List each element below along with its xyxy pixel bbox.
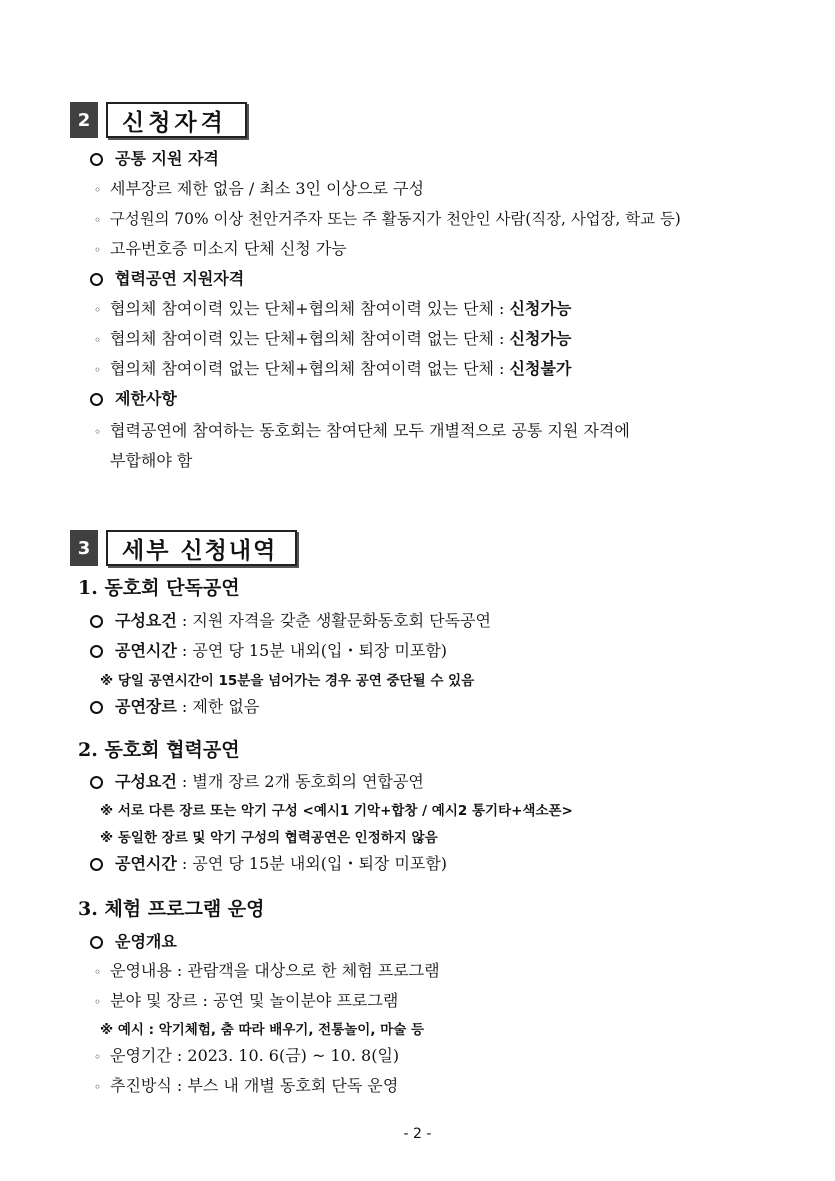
small-circle-bullet-icon: ◦	[94, 363, 102, 377]
section-number: 3	[70, 530, 98, 566]
circle-bullet-icon	[90, 858, 103, 871]
note: ※ 서로 다른 장르 또는 악기 구성 <예시1 기악+합창 / 예시2 통기타+색소폰>	[100, 803, 573, 819]
small-circle-bullet-icon: ◦	[94, 333, 102, 347]
list-item: 공연시간 : 공연 당 15분 내외(입・퇴장 미포함)	[90, 853, 447, 875]
list-item: ◦ 협의체 참여이력 있는 단체+협의체 참여이력 없는 단체 : 신청가능	[94, 328, 571, 351]
section-number: 2	[70, 102, 98, 138]
list-item: ◦ 협의체 참여이력 있는 단체+협의체 참여이력 있는 단체 : 신청가능	[94, 298, 571, 321]
common-qualification-heading: 공통 지원 자격	[90, 148, 219, 170]
circle-bullet-icon	[90, 936, 103, 949]
small-circle-bullet-icon: ◦	[94, 425, 102, 439]
page-number: - 2 -	[403, 1126, 432, 1142]
note: ※ 예시 : 악기체험, 춤 따라 배우기, 전통놀이, 마술 등	[100, 1022, 424, 1038]
section-title: 신청자격	[106, 102, 247, 138]
subsection-3-title: 3. 체험 프로그램 운영	[78, 898, 265, 920]
small-circle-bullet-icon: ◦	[94, 995, 102, 1009]
section-title: 세부 신청내역	[106, 530, 297, 566]
section-3-header	[70, 530, 297, 566]
list-item: 구성요건 : 지원 자격을 갖춘 생활문화동호회 단독공연	[90, 610, 491, 632]
list-item: ◦ 협의체 참여이력 없는 단체+협의체 참여이력 없는 단체 : 신청불가	[94, 358, 571, 381]
circle-bullet-icon	[90, 393, 103, 406]
collab-qualification-heading: 협력공연 지원자격	[90, 268, 244, 290]
small-circle-bullet-icon: ◦	[94, 1050, 102, 1064]
small-circle-bullet-icon: ◦	[94, 965, 102, 979]
small-circle-bullet-icon: ◦	[94, 303, 102, 317]
small-circle-bullet-icon: ◦	[94, 1080, 102, 1094]
small-circle-bullet-icon: ◦	[94, 243, 102, 257]
small-circle-bullet-icon: ◦	[94, 213, 102, 227]
list-item: ◦ 구성원의 70% 이상 천안거주자 또는 주 활동지가 천안인 사람(직장, 사업장, 학교 등)	[94, 208, 681, 231]
circle-bullet-icon	[90, 701, 103, 714]
circle-bullet-icon	[90, 645, 103, 658]
subsection-2-title: 2. 동호회 협력공연	[78, 739, 240, 761]
list-item: 공연시간 : 공연 당 15분 내외(입・퇴장 미포함)	[90, 640, 447, 662]
note: ※ 동일한 장르 및 악기 구성의 협력공연은 인정하지 않음	[100, 830, 438, 846]
circle-bullet-icon	[90, 615, 103, 628]
list-item: 공연장르 : 제한 없음	[90, 696, 259, 718]
circle-bullet-icon	[90, 776, 103, 789]
circle-bullet-icon	[90, 273, 103, 286]
list-item: ◦ 세부장르 제한 없음 / 최소 3인 이상으로 구성	[94, 178, 424, 201]
circle-bullet-icon	[90, 153, 103, 166]
list-item: ◦ 분야 및 장르 : 공연 및 놀이분야 프로그램	[94, 990, 398, 1013]
list-item-continuation: 부합해야 함	[110, 451, 193, 470]
list-item: ◦ 협력공연에 참여하는 동호회는 참여단체 모두 개별적으로 공통 지원 자격에	[94, 420, 630, 443]
list-item: 구성요건 : 별개 장르 2개 동호회의 연합공연	[90, 771, 424, 793]
list-item: ◦ 고유번호증 미소지 단체 신청 가능	[94, 238, 347, 261]
section-2-header	[70, 102, 247, 138]
list-item: ◦ 추진방식 : 부스 내 개별 동호회 단독 운영	[94, 1075, 398, 1098]
subsection-1-title: 1. 동호회 단독공연	[78, 577, 240, 599]
limitations-heading: 제한사항	[90, 388, 177, 410]
note: ※ 당일 공연시간이 15분을 넘어가는 경우 공연 중단될 수 있음	[100, 673, 475, 689]
list-item: ◦ 운영내용 : 관람객을 대상으로 한 체험 프로그램	[94, 960, 440, 983]
small-circle-bullet-icon: ◦	[94, 183, 102, 197]
overview-heading: 운영개요	[90, 931, 177, 953]
list-item: ◦ 운영기간 : 2023. 10. 6(금) ~ 10. 8(일)	[94, 1045, 399, 1068]
